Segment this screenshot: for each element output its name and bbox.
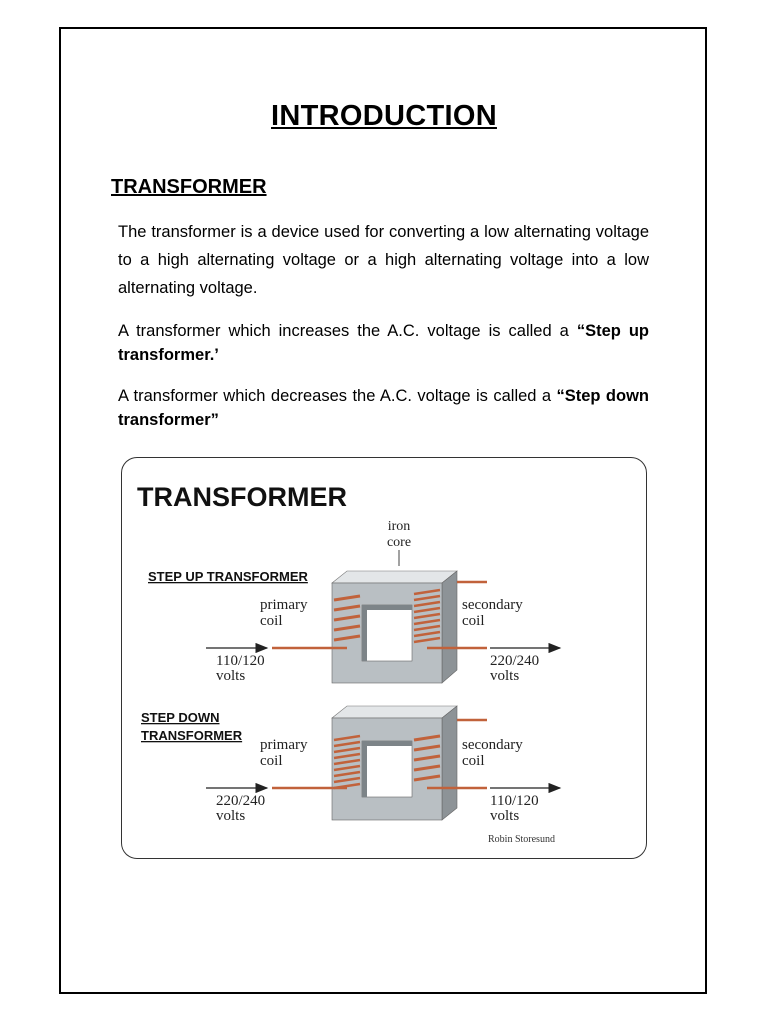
section-heading: TRANSFORMER [111, 176, 267, 198]
step-up-output-volts-unit: volts [490, 668, 520, 684]
step-down-label-line2: TRANSFORMER [141, 728, 243, 743]
step-up-core-window [362, 605, 412, 661]
paragraph-step-down-text: A transformer which decreases the A.C. voltage is called a [118, 387, 557, 405]
step-down-secondary-label-line1: secondary [462, 737, 523, 753]
step-down-core-top [332, 706, 457, 718]
step-up-input-volts-unit: volts [216, 668, 246, 684]
figure-credit: Robin Storesund [488, 834, 555, 845]
step-down-secondary-label-line2: coil [462, 753, 485, 769]
step-up-secondary-label-line2: coil [462, 613, 485, 629]
step-up-primary-label-line1: primary [260, 597, 308, 613]
paragraph-step-up-term: “Step up transformer.’ [118, 322, 649, 364]
step-up-primary-label-line2: coil [260, 613, 283, 629]
step-up-output-volts: 220/240 [490, 653, 540, 669]
step-down-output-volts-unit: volts [490, 808, 520, 824]
step-down-primary-label-line1: primary [260, 737, 308, 753]
paragraph-step-down [118, 384, 649, 432]
step-up-secondary-label-line1: secondary [462, 597, 523, 613]
figure-heading: TRANSFORMER [137, 482, 347, 512]
paragraph-definition: The transformer is a device used for converting a low alternating voltage to a high alternating voltage or a high alternating voltage into a low alternating voltage. [118, 223, 649, 297]
paragraph-step-down-term: “Step down transformer” [118, 387, 649, 429]
step-down-input-volts: 220/240 [216, 793, 266, 809]
step-up-core-side [442, 571, 457, 683]
step-down-label-line1: STEP DOWN [141, 710, 220, 725]
step-down-primary-label-line2: coil [260, 753, 283, 769]
step-up-transformer [272, 571, 487, 683]
step-down-input-volts-unit: volts [216, 808, 246, 824]
step-down-core-window [362, 741, 412, 797]
step-up-label: STEP UP TRANSFORMER [148, 569, 308, 584]
iron-core-label-line1: iron [387, 519, 411, 534]
paragraph-step-up-text: A transformer which increases the A.C. voltage is called a [118, 322, 577, 340]
transformer-figure [121, 457, 647, 859]
transformer-diagram [122, 458, 647, 859]
step-up-input-volts: 110/120 [216, 653, 265, 669]
step-down-output-volts: 110/120 [490, 793, 539, 809]
page-title: INTRODUCTION [271, 100, 497, 132]
iron-core-label-line2: core [386, 535, 412, 550]
step-up-core-top [332, 571, 457, 583]
step-down-transformer [272, 706, 487, 820]
step-down-core-side [442, 706, 457, 820]
paragraph-step-up [118, 319, 649, 367]
